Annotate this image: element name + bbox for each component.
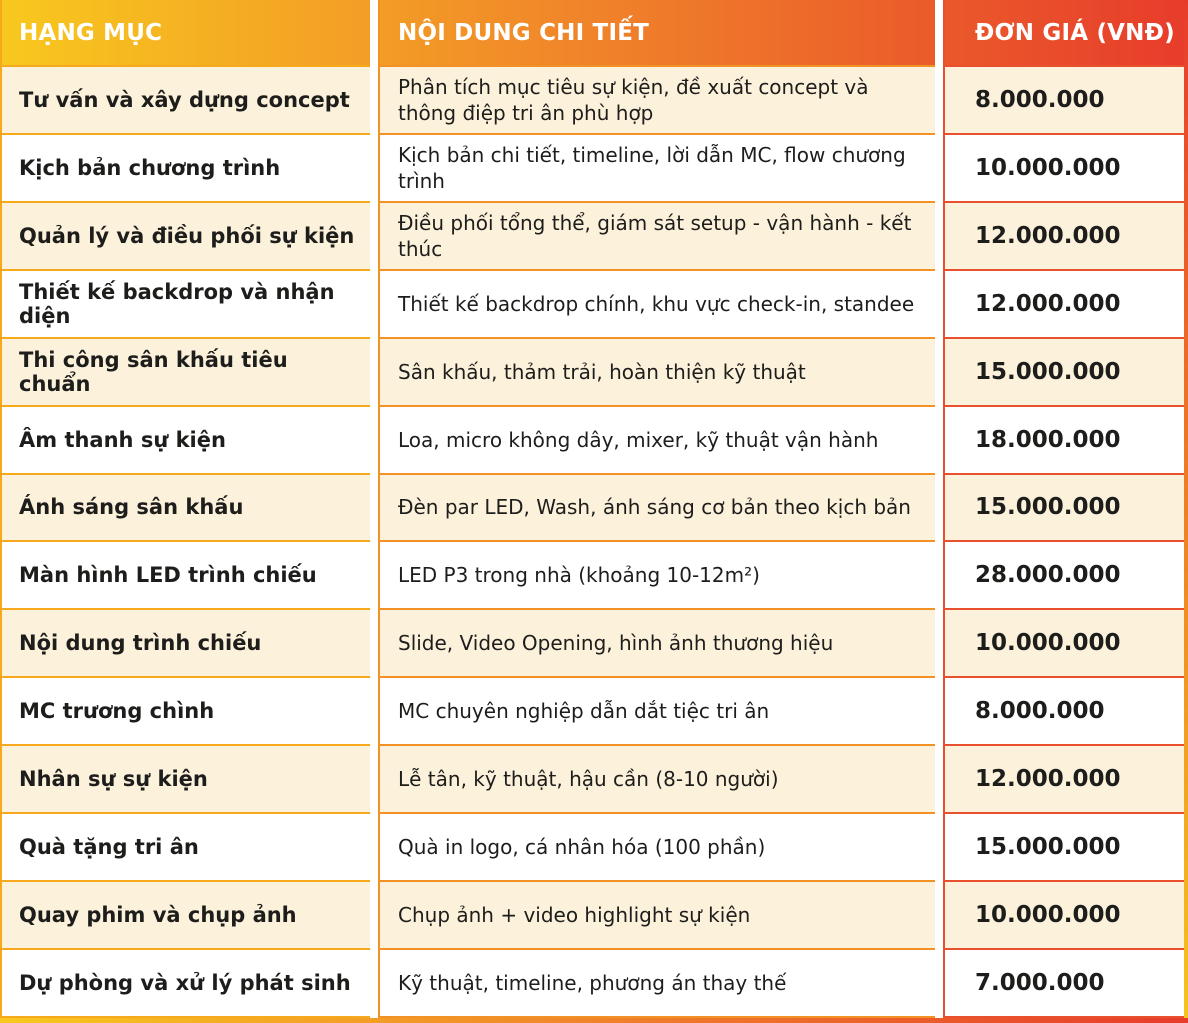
right-edge-accent bbox=[1184, 0, 1188, 1018]
item-text: Dự phòng và xử lý phát sinh bbox=[19, 970, 351, 995]
price-text: 18.000.000 bbox=[975, 426, 1121, 453]
detail-cell bbox=[380, 65, 935, 133]
item-text: Quay phim và chụp ảnh bbox=[19, 903, 297, 928]
item-text: Tư vấn và xây dựng concept bbox=[19, 87, 350, 112]
detail-cell bbox=[380, 744, 935, 812]
item-text: Thiết kế backdrop và nhận diện bbox=[19, 279, 335, 328]
price-cell bbox=[945, 473, 1188, 541]
detail-cell bbox=[380, 880, 935, 948]
detail-cell bbox=[380, 608, 935, 676]
column-header-detail bbox=[380, 0, 935, 65]
detail-cell bbox=[380, 948, 935, 1016]
price-cell bbox=[945, 744, 1188, 812]
detail-text: Sân khấu, thảm trải, hoàn thiện kỹ thuật bbox=[398, 359, 806, 384]
detail-text: LED P3 trong nhà (khoảng 10-12m²) bbox=[398, 563, 760, 588]
item-cell bbox=[2, 540, 370, 608]
detail-cell bbox=[380, 405, 935, 473]
item-text: Âm thanh sự kiện bbox=[19, 427, 226, 452]
column-prices bbox=[943, 0, 1188, 1018]
price-cell bbox=[945, 405, 1188, 473]
item-text: Nội dung trình chiếu bbox=[19, 631, 262, 656]
item-text: Ánh sáng sân khấu bbox=[19, 495, 244, 520]
item-cell bbox=[2, 405, 370, 473]
price-cell bbox=[945, 812, 1188, 880]
price-text: 10.000.000 bbox=[975, 902, 1121, 929]
price-cell bbox=[945, 540, 1188, 608]
item-cells bbox=[2, 65, 370, 1016]
column-details bbox=[378, 0, 935, 1018]
item-cell bbox=[2, 337, 370, 405]
bottom-gradient-bar bbox=[0, 1018, 1188, 1023]
column-header-item bbox=[2, 0, 370, 65]
column-header-detail-label: NỘI DUNG CHI TIẾT bbox=[398, 19, 650, 46]
item-cell bbox=[2, 473, 370, 541]
price-text: 28.000.000 bbox=[975, 562, 1121, 589]
price-text: 12.000.000 bbox=[975, 766, 1121, 793]
price-text: 10.000.000 bbox=[975, 154, 1121, 181]
detail-cell bbox=[380, 337, 935, 405]
item-text: Màn hình LED trình chiếu bbox=[19, 563, 317, 588]
price-text: 15.000.000 bbox=[975, 494, 1121, 521]
price-text: 8.000.000 bbox=[975, 698, 1105, 725]
item-cell bbox=[2, 676, 370, 744]
detail-cell bbox=[380, 269, 935, 337]
detail-text: Loa, micro không dây, mixer, kỹ thuật vận hành bbox=[398, 427, 879, 452]
item-cell bbox=[2, 948, 370, 1016]
detail-text: MC chuyên nghiệp dẫn dắt tiệc tri ân bbox=[398, 699, 770, 724]
item-cell bbox=[2, 269, 370, 337]
item-cell bbox=[2, 608, 370, 676]
price-text: 12.000.000 bbox=[975, 222, 1121, 249]
column-header-price bbox=[945, 0, 1188, 65]
item-cell bbox=[2, 744, 370, 812]
item-text: MC trương chình bbox=[19, 699, 215, 724]
price-text: 8.000.000 bbox=[975, 86, 1105, 113]
detail-text: Thiết kế backdrop chính, khu vực check-in, standee bbox=[398, 291, 915, 316]
price-cell bbox=[945, 337, 1188, 405]
price-text: 12.000.000 bbox=[975, 290, 1121, 317]
item-cell bbox=[2, 133, 370, 201]
price-cells bbox=[945, 65, 1188, 1016]
price-cell bbox=[945, 65, 1188, 133]
detail-text: Chụp ảnh + video highlight sự kiện bbox=[398, 903, 751, 928]
column-header-item-label: HẠNG MỤC bbox=[19, 19, 163, 46]
detail-cell bbox=[380, 473, 935, 541]
item-text: Thi công sân khấu tiêu chuẩn bbox=[19, 347, 288, 396]
detail-text: Quà in logo, cá nhân hóa (100 phần) bbox=[398, 835, 766, 860]
item-text: Quản lý và điều phối sự kiện bbox=[19, 223, 355, 248]
detail-cell bbox=[380, 133, 935, 201]
item-text: Quà tặng tri ân bbox=[19, 835, 199, 860]
detail-text: Điều phối tổng thể, giám sát setup - vận hành - kết thúc bbox=[398, 210, 912, 261]
detail-text: Kỹ thuật, timeline, phương án thay thế bbox=[398, 970, 787, 995]
item-cell bbox=[2, 65, 370, 133]
detail-cell bbox=[380, 201, 935, 269]
item-text: Nhân sự sự kiện bbox=[19, 767, 208, 792]
price-cell bbox=[945, 948, 1188, 1016]
detail-text: Slide, Video Opening, hình ảnh thương hiệu bbox=[398, 631, 834, 656]
detail-text: Đèn par LED, Wash, ánh sáng cơ bản theo kịch bản bbox=[398, 495, 911, 520]
detail-cell bbox=[380, 676, 935, 744]
detail-text: Phân tích mục tiêu sự kiện, đề xuất concept và thông điệp tri ân phù hợp bbox=[398, 74, 869, 125]
item-text: Kịch bản chương trình bbox=[19, 155, 281, 180]
price-text: 7.000.000 bbox=[975, 969, 1105, 996]
price-cell bbox=[945, 201, 1188, 269]
price-cell bbox=[945, 880, 1188, 948]
price-text: 15.000.000 bbox=[975, 834, 1121, 861]
price-text: 10.000.000 bbox=[975, 630, 1121, 657]
detail-cell bbox=[380, 540, 935, 608]
item-cell bbox=[2, 880, 370, 948]
price-cell bbox=[945, 133, 1188, 201]
column-header-price-label: ĐƠN GIÁ (VNĐ) bbox=[975, 19, 1175, 46]
price-cell bbox=[945, 676, 1188, 744]
price-cell bbox=[945, 269, 1188, 337]
item-cell bbox=[2, 201, 370, 269]
detail-cell bbox=[380, 812, 935, 880]
detail-text: Kịch bản chi tiết, timeline, lời dẫn MC, flow chương trình bbox=[398, 142, 906, 193]
item-cell bbox=[2, 812, 370, 880]
detail-cells bbox=[380, 65, 935, 1016]
price-cell bbox=[945, 608, 1188, 676]
price-text: 15.000.000 bbox=[975, 358, 1121, 385]
column-items bbox=[0, 0, 370, 1018]
detail-text: Lễ tân, kỹ thuật, hậu cần (8-10 người) bbox=[398, 767, 779, 792]
